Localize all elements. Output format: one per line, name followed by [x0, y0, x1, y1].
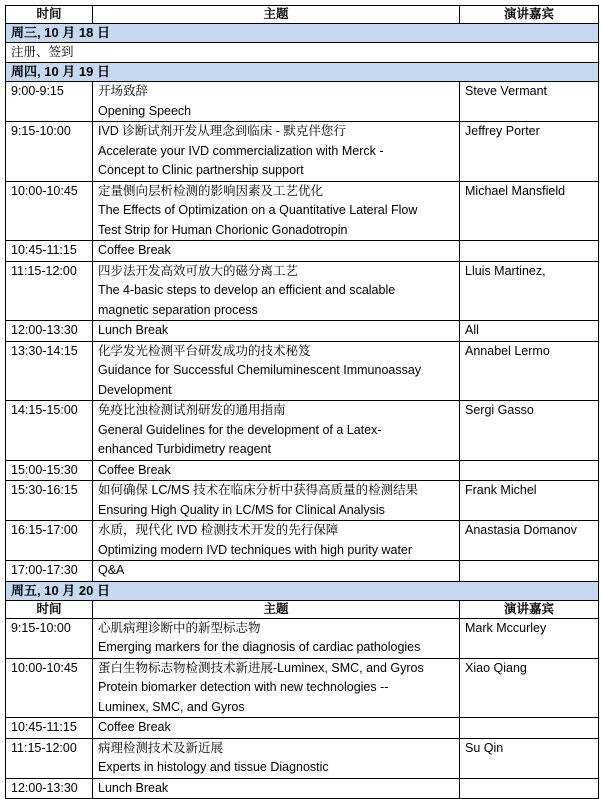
registration-note: 注册、签到 — [6, 43, 599, 63]
session-topic — [93, 460, 460, 481]
session-time: 10:45-11:15 — [6, 241, 93, 262]
session-time: 12:00-13:30 — [6, 778, 93, 799]
topic-title: 免疫比浊检测试剂研发的通用指南 — [98, 403, 286, 417]
session-speaker: Mark Mccurley — [460, 618, 599, 658]
table-row — [6, 481, 599, 521]
session-topic — [93, 181, 460, 241]
table-row — [6, 658, 599, 718]
session-time: 14:15-15:00 — [6, 401, 93, 461]
session-topic — [93, 241, 460, 262]
day-row-thu — [6, 63, 599, 82]
session-speaker: Frank Michel — [460, 481, 599, 521]
thursday-sessions — [6, 82, 599, 582]
header-speaker: 演讲嘉宾 — [460, 600, 599, 618]
table-header-row — [6, 6, 599, 24]
topic-title: Coffee Break — [98, 462, 171, 477]
topic-title: 蛋白生物标志物检测技术新进展-Luminex, SMC, and Gyros — [98, 660, 424, 675]
topic-english-line: Emerging markers for the diagnosis of cardiac pathologies — [98, 640, 421, 654]
registration-row — [6, 43, 599, 63]
day-label-wed: 周三, 10 月 18 日 — [6, 24, 599, 43]
topic-title: 水质，现代化 IVD 检测技术开发的先行保障 — [98, 523, 339, 537]
session-speaker: All — [460, 321, 599, 342]
header-time: 时间 — [6, 6, 93, 24]
session-speaker — [460, 460, 599, 481]
table-row — [6, 738, 599, 778]
topic-english-line: Experts in histology and tissue Diagnostic — [98, 760, 329, 774]
topic-title: 定量侧向层析检测的影响因素及工艺优化 — [98, 183, 324, 198]
topic-title: 心肌病理诊断中的新型标志物 — [98, 620, 261, 635]
session-topic — [93, 561, 460, 582]
session-speaker — [460, 241, 599, 262]
session-time: 10:00-10:45 — [6, 181, 93, 241]
day-row-wed — [6, 24, 599, 43]
schedule-table — [5, 5, 599, 799]
session-speaker: Anastasia Domanov — [460, 521, 599, 561]
session-speaker: Sergi Gasso — [460, 401, 599, 461]
session-topic — [93, 481, 460, 521]
session-time: 9:00-9:15 — [6, 82, 93, 122]
topic-title: Coffee Break — [98, 243, 171, 257]
session-topic — [93, 261, 460, 321]
topic-english-line: Development — [98, 382, 172, 397]
table-row — [6, 401, 599, 461]
table-row — [6, 561, 599, 582]
session-time: 16:15-17:00 — [6, 521, 93, 561]
table-row — [6, 181, 599, 241]
session-time: 17:00-17:30 — [6, 561, 93, 582]
table-row — [6, 82, 599, 122]
topic-title: 化学发光检测平台研发成功的技术秘笈 — [98, 343, 311, 358]
session-speaker: Annabel Lermo — [460, 341, 599, 401]
table-row — [6, 718, 599, 739]
session-topic — [93, 658, 460, 718]
topic-title: 病理检测技术及新近展 — [98, 740, 224, 755]
session-time: 9:15-10:00 — [6, 618, 93, 658]
topic-english-line: Protein biomarker detection with new technologies -- — [98, 680, 389, 694]
session-topic — [93, 321, 460, 342]
session-time: 12:00-13:30 — [6, 321, 93, 342]
topic-english-line: Optimizing modern IVD techniques with high purity water — [98, 542, 413, 557]
session-time: 10:45-11:15 — [6, 718, 93, 739]
session-topic — [93, 401, 460, 461]
topic-english-line: The Effects of Optimization on a Quantitative Lateral Flow — [98, 203, 418, 217]
table-row — [6, 261, 599, 321]
topic-title: 四步法开发高效可放大的磁分离工艺 — [98, 263, 299, 278]
session-topic — [93, 82, 460, 122]
session-topic — [93, 521, 460, 561]
session-time: 11:15-12:00 — [6, 261, 93, 321]
session-topic — [93, 738, 460, 778]
session-time: 15:00-15:30 — [6, 460, 93, 481]
topic-english-line: magnetic separation process — [98, 302, 258, 317]
topic-english-line: enhanced Turbidimetry reagent — [98, 442, 272, 456]
session-topic — [93, 618, 460, 658]
table-row — [6, 122, 599, 182]
session-topic — [93, 341, 460, 401]
table-row — [6, 618, 599, 658]
topic-title: 如何确保 LC/MS 技术在临床分析中获得高质量的检测结果 — [98, 483, 419, 497]
topic-english-line: Accelerate your IVD commercialization with Merck - — [98, 143, 384, 158]
topic-english-line: Concept to Clinic partnership support — [98, 163, 304, 177]
topic-title: Lunch Break — [98, 323, 169, 337]
topic-english-line: Test Strip for Human Chorionic Gonadotropin — [98, 222, 348, 237]
friday-sessions — [6, 618, 599, 799]
session-topic — [93, 778, 460, 799]
topic-title: Coffee Break — [98, 720, 171, 734]
session-speaker: Xiao Qiang — [460, 658, 599, 718]
topic-english-line: General Guidelines for the development of a Latex- — [98, 422, 382, 437]
header-time: 时间 — [6, 600, 93, 618]
topic-title: Lunch Break — [98, 780, 169, 795]
session-topic — [93, 122, 460, 182]
session-speaker — [460, 561, 599, 582]
session-speaker: Jeffrey Porter — [460, 122, 599, 182]
session-speaker: Steve Vermant — [460, 82, 599, 122]
table-header-row-fri — [6, 600, 599, 618]
table-row — [6, 241, 599, 262]
day-label-fri: 周五, 10 月 20 日 — [6, 581, 599, 600]
topic-english-line: Luminex, SMC, and Gyros — [98, 699, 245, 714]
session-time: 13:30-14:15 — [6, 341, 93, 401]
session-speaker: Lluis Martinez, — [460, 261, 599, 321]
topic-title: IVD 诊断试剂开发从理念到临床 - 默克伴您行 — [98, 124, 346, 138]
session-speaker — [460, 718, 599, 739]
topic-english-line: Ensuring High Quality in LC/MS for Clinical Analysis — [98, 502, 385, 517]
topic-english-line: Opening Speech — [98, 103, 192, 118]
session-time: 11:15-12:00 — [6, 738, 93, 778]
topic-title: 开场致辞 — [98, 84, 149, 98]
session-speaker: Su Qin — [460, 738, 599, 778]
session-topic — [93, 718, 460, 739]
header-speaker: 演讲嘉宾 — [460, 6, 599, 24]
session-time: 10:00-10:45 — [6, 658, 93, 718]
table-row — [6, 521, 599, 561]
day-label-thu: 周四, 10 月 19 日 — [6, 63, 599, 82]
table-row — [6, 321, 599, 342]
session-speaker — [460, 778, 599, 799]
topic-title: Q&A — [98, 563, 125, 577]
header-topic: 主题 — [93, 600, 460, 618]
session-time: 15:30-16:15 — [6, 481, 93, 521]
topic-english-line: Guidance for Successful Chemiluminescent Immunoassay — [98, 363, 422, 377]
day-row-fri — [6, 581, 599, 600]
table-row — [6, 341, 599, 401]
topic-english-line: The 4-basic steps to develop an efficient and scalable — [98, 283, 396, 297]
table-row — [6, 460, 599, 481]
session-speaker: Michael Mansfield — [460, 181, 599, 241]
header-topic: 主题 — [93, 6, 460, 24]
session-time: 9:15-10:00 — [6, 122, 93, 182]
table-row — [6, 778, 599, 799]
